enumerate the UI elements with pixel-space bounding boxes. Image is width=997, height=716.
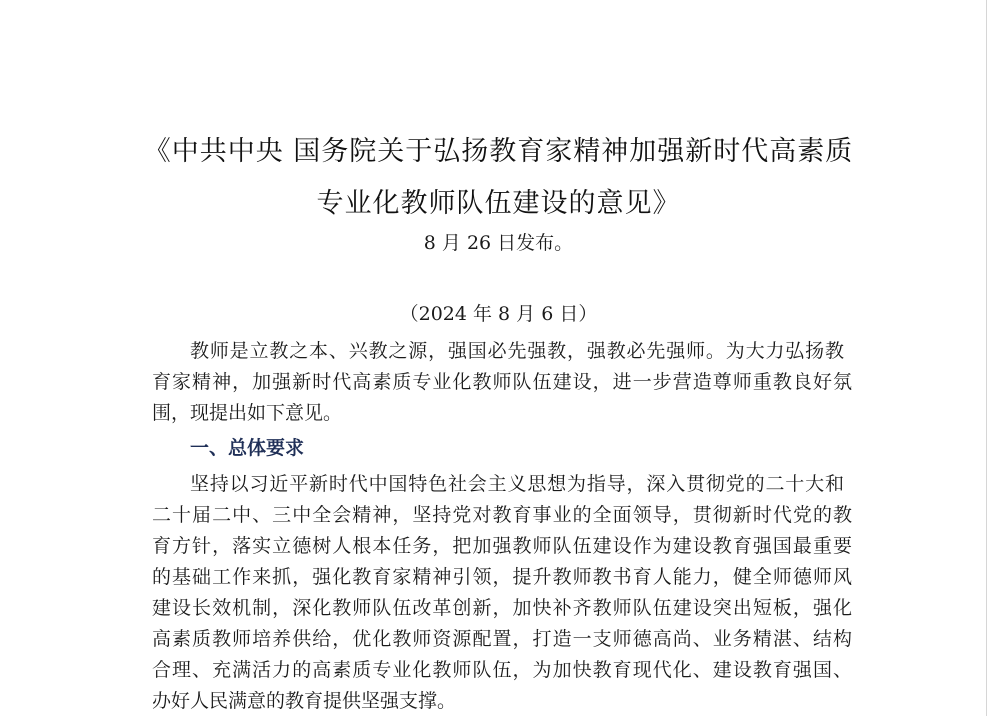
intro-paragraph-line: 育家精神，加强新时代高素质专业化教师队伍建设，进一步营造尊师重教良好氛 — [152, 371, 852, 393]
section-paragraph-line: 建设长效机制，深化教师队伍改革创新，加快补齐教师队伍建设突出短板，强化 — [152, 597, 852, 619]
intro-paragraph-line: 教师是立教之本、兴教之源，强国必先强教，强教必先强师。为大力弘扬教 — [190, 340, 844, 362]
document-date: （2024 年 8 月 6 日） — [399, 303, 598, 325]
document-title-line-1: 《中共中央 国务院关于弘扬教育家精神加强新时代高素质 — [143, 136, 854, 167]
section-paragraph-line: 育方针，落实立德树人根本任务，把加强教师队伍建设作为建设教育强国最重要 — [152, 535, 852, 557]
section-paragraph-line: 坚持以习近平新时代中国特色社会主义思想为指导，深入贯彻党的二十大和 — [190, 473, 844, 495]
intro-paragraph-line: 围，现提出如下意见。 — [152, 402, 343, 424]
page-edge-divider — [986, 0, 987, 716]
publish-note: 8 月 26 日发布。 — [423, 232, 574, 254]
section-paragraph-line: 合理、充满活力的高素质专业化教师队伍，为加快教育现代化、建设教育强国、 — [152, 659, 852, 681]
section-heading: 一、总体要求 — [190, 437, 305, 459]
section-paragraph-line: 二十届二中、三中全会精神，坚持党对教育事业的全面领导，贯彻新时代党的教 — [152, 504, 852, 526]
section-paragraph-line: 办好人民满意的教育提供坚强支撑。 — [152, 690, 457, 712]
section-paragraph-line: 的基础工作来抓，强化教育家精神引领，提升教师教书育人能力，健全师德师风 — [152, 566, 852, 588]
document-title-line-2: 专业化教师队伍建设的意见》 — [316, 188, 681, 219]
section-paragraph-line: 高素质教师培养供给，优化教师资源配置，打造一支师德高尚、业务精湛、结构 — [152, 628, 852, 650]
